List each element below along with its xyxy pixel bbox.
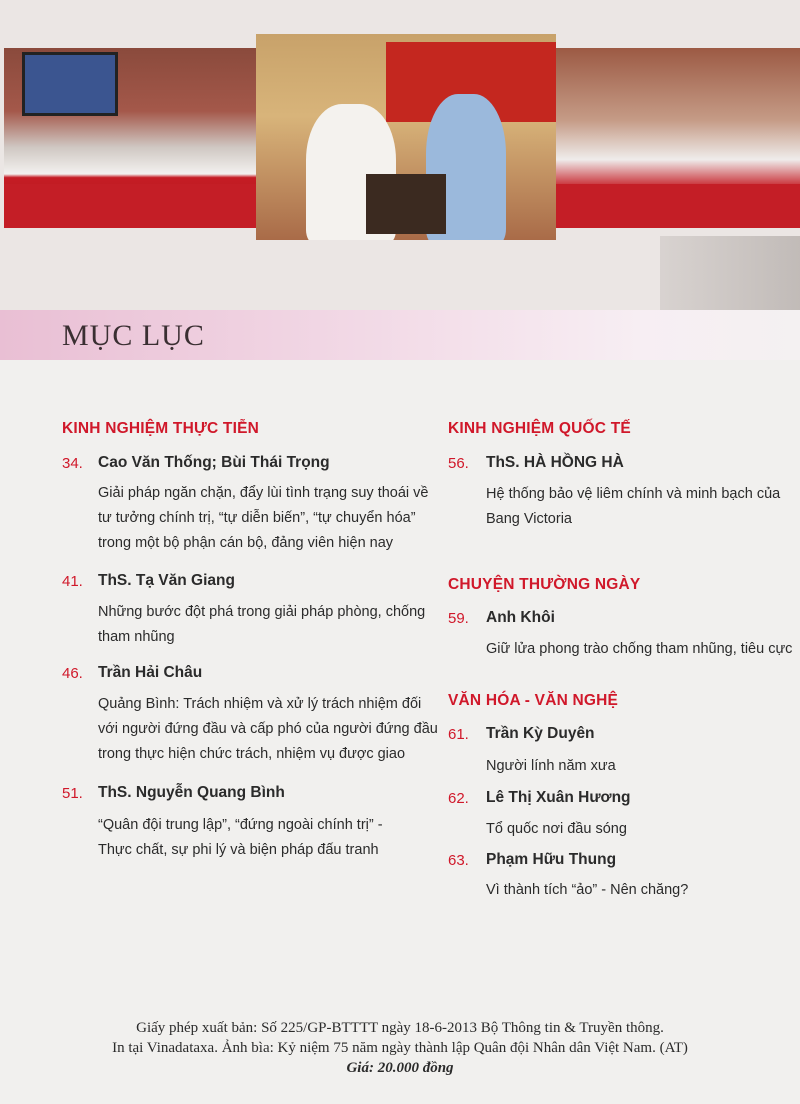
photo-band <box>0 0 800 310</box>
section-heading: KINH NGHIỆM QUỐC TẾ <box>448 420 631 437</box>
page-number: 46. <box>62 665 83 682</box>
page-number: 61. <box>448 726 469 743</box>
author: Trần Kỳ Duyên <box>486 725 595 742</box>
article-title: Giải pháp ngăn chặn, đẩy lùi tình trạng suy thoái về tư tưởng chính trị, “tự diễn biến”, “tự chuyển hóa” trong một bộ phận cán bộ, đảng viên hiện nay <box>98 485 429 551</box>
article-title: Hệ thống bảo vệ liêm chính và minh bạch của Bang Victoria <box>486 486 781 527</box>
author: Cao Văn Thống; Bùi Thái Trọng <box>98 454 330 471</box>
meeting-table-right <box>556 184 800 228</box>
page-title: MỤC LỤC <box>62 319 205 352</box>
meeting-table <box>4 184 256 228</box>
article-title: Quảng Bình: Trách nhiệm và xử lý trách nhiệm đối với người đứng đầu và cấp phó của người đứng đầu trong thực hiện chức trách, nhiệm vụ được giao <box>98 696 438 762</box>
article-title: Những bước đột phá trong giải pháp phòng, chống tham nhũng <box>98 604 426 645</box>
section-heading: VĂN HÓA - VĂN NGHỆ <box>448 692 619 709</box>
author: ThS. HÀ HỒNG HÀ <box>486 454 624 471</box>
printing-line: In tại Vinadataxa. Ảnh bìa: Kỷ niệm 75 năm ngày thành lập Quân đội Nhân dân Việt Nam. (AT) <box>112 1040 688 1056</box>
section-heading: KINH NGHIỆM THỰC TIỄN <box>62 420 260 437</box>
page-number: 34. <box>62 455 83 472</box>
article-title: Giữ lửa phong trào chống tham nhũng, tiêu cực <box>486 641 793 657</box>
page-number: 59. <box>448 610 469 627</box>
license-line: Giấy phép xuất bản: Số 225/GP-BTTTT ngày 18-6-2013 Bộ Thông tin & Truyền thông. <box>136 1020 664 1036</box>
article-title: Tổ quốc nơi đầu sóng <box>486 821 627 837</box>
title-band <box>0 310 800 360</box>
page-number: 41. <box>62 573 83 590</box>
author: Phạm Hữu Thung <box>486 851 617 868</box>
author: Anh Khôi <box>486 609 555 626</box>
meeting-photo-right <box>556 48 800 228</box>
article-title: Người lính năm xưa <box>486 758 616 774</box>
magazine-cover-fragment <box>660 236 800 310</box>
section-heading: CHUYỆN THƯỜNG NGÀY <box>448 576 641 593</box>
author: Trần Hải Châu <box>98 664 203 681</box>
article-title: Vì thành tích “ảo” - Nên chăng? <box>486 882 689 898</box>
price-line: Giá: 20.000 đồng <box>346 1060 454 1076</box>
meeting-photo-left <box>4 48 256 228</box>
page-number: 63. <box>448 852 469 869</box>
tv-screen <box>22 52 118 116</box>
author: ThS. Tạ Văn Giang <box>98 572 235 589</box>
page-number: 62. <box>448 790 469 807</box>
ceremony-photo <box>256 34 556 240</box>
page-number: 51. <box>62 785 83 802</box>
article-title: “Quân đội trung lập”, “đứng ngoài chính trị” - Thực chất, sự phi lý và biện pháp đấu tranh <box>98 817 383 858</box>
gift-book <box>366 174 446 234</box>
page-number: 56. <box>448 455 469 472</box>
author: Lê Thị Xuân Hương <box>486 789 631 806</box>
author: ThS. Nguyễn Quang Bình <box>98 784 285 801</box>
